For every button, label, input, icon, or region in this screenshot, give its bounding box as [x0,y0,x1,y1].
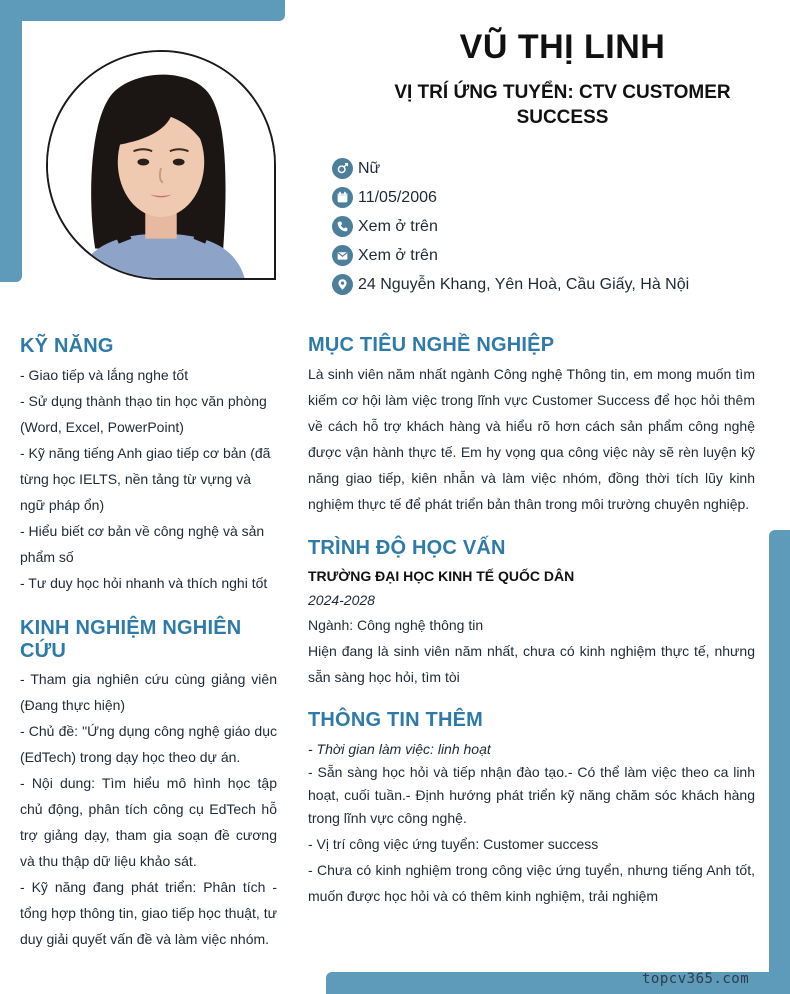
info-phone-text: Xem ở trên [358,217,438,235]
candidate-name: VŨ THỊ LINH [459,28,666,66]
portrait-illustration [48,52,274,278]
objective-title: MỤC TIÊU NGHỀ NGHIỆP [308,334,555,356]
extra-item: - Chưa có kinh nghiệm trong công việc ứng tuyển, nhưng tiếng Anh tốt, muốn được học hỏi và có thêm kinh nghiệm, trải nghiệm [308,862,755,904]
skill-item: - Kỹ năng tiếng Anh giao tiếp cơ bản (đã từng học IELTS, nền tảng từ vựng và ngữ pháp ổn) [20,445,271,513]
education-years: 2024-2028 [308,592,375,608]
info-address-text: 24 Nguyễn Khang, Yên Hoà, Cầu Giấy, Hà Nội [358,275,690,293]
research-item: - Chủ đề: "Ứng dụng công nghệ giáo dục (EdTech) trong dạy học theo dự án. [20,723,277,765]
info-birthday-text: 11/05/2006 [358,188,437,206]
info-gender [332,154,772,183]
skill-item: - Sử dụng thành thạo tin học văn phòng (Word, Excel, PowerPoint) [20,393,267,435]
objective-text: Là sinh viên năm nhất ngành Công nghệ Thông tin, em mong muốn tìm kiếm cơ hội làm việc trong lĩnh vực Customer Success để học hỏi thêm về cách hỗ trợ khách hàng và hiểu rõ hơn cách sản phẩm công nghệ được vận hành thực tế. Em hy vọng qua công việc này sẽ rèn luyện kỹ năng giao tiếp, kiên nhẫn và làm việc nhóm, đồng thời tích lũy kinh nghiệm thực tế để phát triển bản thân trong môi trường chuyên nghiệp. [308,366,755,512]
skill-item: - Giao tiếp và lắng nghe tốt [20,367,189,383]
skill-item: - Tư duy học hỏi nhanh và thích nghi tốt [20,575,268,591]
info-gender-text: Nữ [358,159,381,177]
research-section [20,617,277,952]
skill-item: - Hiểu biết cơ bản về công nghệ và sản phẩm số [20,523,265,565]
watermark: topcv365.com [642,971,750,987]
extra-item: - Vị trí công việc ứng tuyển: Customer success [308,836,599,852]
education-title: TRÌNH ĐỘ HỌC VẤN [308,537,506,559]
decor-bar-right [769,530,790,994]
info-address [332,270,772,299]
personal-info-list [332,154,772,299]
extra-worktime: - Thời gian làm việc: linh hoạt [308,741,491,757]
research-item: - Tham gia nghiên cứu cùng giảng viên (Đang thực hiện) [20,671,277,713]
info-birthday [332,183,772,212]
decor-bar-left [0,0,22,282]
research-item: - Nội dung: Tìm hiểu mô hình học tập chủ động, phân tích công cụ EdTech hỗ trợ giảng dạy, tham gia soạn đề cương và thu thập dữ liệu khảo sát. [20,775,277,869]
gender-icon [332,158,353,179]
extra-info-title: THÔNG TIN THÊM [308,709,484,731]
education-note: Hiện đang là sinh viên năm nhất, chưa có kinh nghiệm thực tế, nhưng sẵn sàng học hỏi, tìm tòi [308,643,755,685]
info-phone [332,212,772,241]
applied-position: VỊ TRÍ ỨNG TUYỂN: CTV CUSTOMER SUCCESS [394,82,731,128]
info-email [332,241,772,270]
info-email-text: Xem ở trên [358,246,438,264]
decor-bar-top [0,0,285,21]
location-icon [332,274,353,295]
extra-info-section [308,709,755,909]
school-name: TRƯỜNG ĐẠI HỌC KINH TẾ QUỐC DÂN [308,568,575,584]
profile-photo [46,50,276,280]
skills-title: KỸ NĂNG [20,335,114,357]
research-title: KINH NGHIỆM NGHIÊN CỨU [20,617,242,662]
phone-icon [332,216,353,237]
education-major: Ngành: Công nghệ thông tin [308,617,484,633]
skills-section [20,335,277,596]
objective-section [308,334,755,517]
research-item: - Kỹ năng đang phát triển: Phân tích - tổng hợp thông tin, giao tiếp học thuật, tư duy giải quyết vấn đề và làm việc nhóm. [20,879,277,947]
email-icon [332,245,353,266]
education-section [308,537,755,690]
extra-item: - Sẵn sàng học hỏi và tiếp nhận đào tạo.- Có thể làm việc theo ca linh hoạt, cuối tuần.- Định hướng phát triển kỹ năng chăm sóc khách hàng trong lĩnh vực công nghệ. [308,764,755,826]
calendar-icon [332,187,353,208]
